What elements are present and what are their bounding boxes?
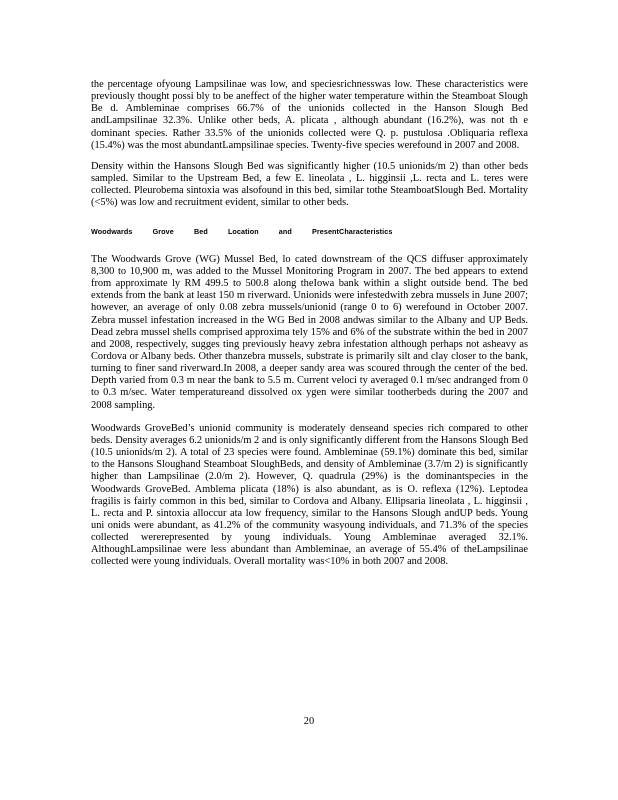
paragraph-hanson-slough-density: Density within the Hansons Slough Bed was significantly higher (10.5 unionids/m 2) than other beds sampled. Similar to the Upstream Bed, a few E. lineolata , L. higginsii ,L. recta and L. teres were collected. Pleurobema sintoxia was alsofound in this bed, similar tothe SteamboatSlough Bed. Mortality (<5%) was low and recruitment evident, similar to other beds.: [91, 160, 528, 209]
page-number: 20: [303, 716, 315, 727]
paragraph-woodwards-grove-location: The Woodwards Grove (WG) Mussel Bed, lo cated downstream of the QCS diffuser approximately 8,300 to 10,900 m, was added to the Mussel Monitoring Program in 2007. The bed appears to extend from approximate ly RM 499.5 to 500.8 along theIowa bank within a slight outside bend. The bed extends from the bank at least 150 m riverward. Unionids were infestedwith zebra mussels in June 2007; however, an average of only 0.08 zebra mussels/unionid (range 0 to 6) werefound in October 2007. Zebra mussel infestation increased in the WG Bed in 2008 andwas similar to the Albany and UP Beds. Dead zebra mussel shells comprised approxima tely 15% and 6% of the substrate within the bed in 2007 and 2008, respectively, sugges ting previously heavy zebra infestation although perhaps not asheavy as Cordova or Albany beds. Other thanzebra mussels, substrate is primarily silt and clay closer to the bank, turning to finer sand riverward.In 2008, a deeper sandy area was scoured through the center of the bed. Depth varied from 0.3 m near the bank to 5.5 m. Current veloci ty averaged 0.1 m/sec andranged from 0 to 0.3 m/sec. Water temperatureand dissolved ox ygen were similar tootherbeds during the 2007 and 2008 sampling.: [91, 253, 528, 411]
section-heading-woodwards-grove: Woodwards Grove Bed Location and PresentCharacteristics: [91, 226, 393, 236]
paragraph-woodwards-grove-community: Woodwards GroveBed’s unionid community is moderately denseand species rich compared to other beds. Density averages 6.2 unionids/m 2 and is only significantly different from the Hansons Slough Bed (10.5 unionids/m 2). A total of 23 species were found. Ambleminae (59.1%) dominate this bed, similar to the Hansons Sloughand Steamboat SloughBeds, and density of Ambleminae (3.7/m 2) is significantly higher than Lampsilinae (2.0/m 2). However, Q. quadrula (29%) is the dominantspecies in the Woodwards GroveBed. Amblema plicata (18%) is also abundant, as is O. reflexa (12%). Leptodea fragilis is fairly common in this bed, similar to Cordova and Albany. Ellipsaria lineolata , L. higginsii , L. recta and P. sintoxia alloccur ata low frequency, similar to the Hansons Slough andUP beds. Young uni onids were abundant, as 41.2% of the community wasyoung individuals, and 71.3% of the species collected wererepresented by young individuals. Young Ambleminae averaged 32.1%. AlthoughLampsilinae were less abundant than Ambleminae, an average of 55.4% of theLampsilinae collected were young individuals. Overall mortality was<10% in both 2007 and 2008.: [91, 422, 529, 568]
document-body: [91, 79, 528, 569]
paragraph-hanson-slough-composition: the percentage ofyoung Lampsilinae was low, and speciesrichnesswas low. These characteristics were previously thought possi bly to be aneffect of the higher water temperature within the Steamboat Slough Be d. Ambleminae comprises 66.7% of the unionids collected in the Hanson Slough Bed andLampsilinae 32.3%. Unlike other beds, A. plicata , although abundant (16.2%), was not th e dominant species. Rather 33.5% of the unionids collected were Q. p. pustulosa .Obliquaria reflexa (15.4%) was the most abundantLampsilinae species. Twenty-five species werefound in 2007 and 2008.: [91, 79, 528, 151]
